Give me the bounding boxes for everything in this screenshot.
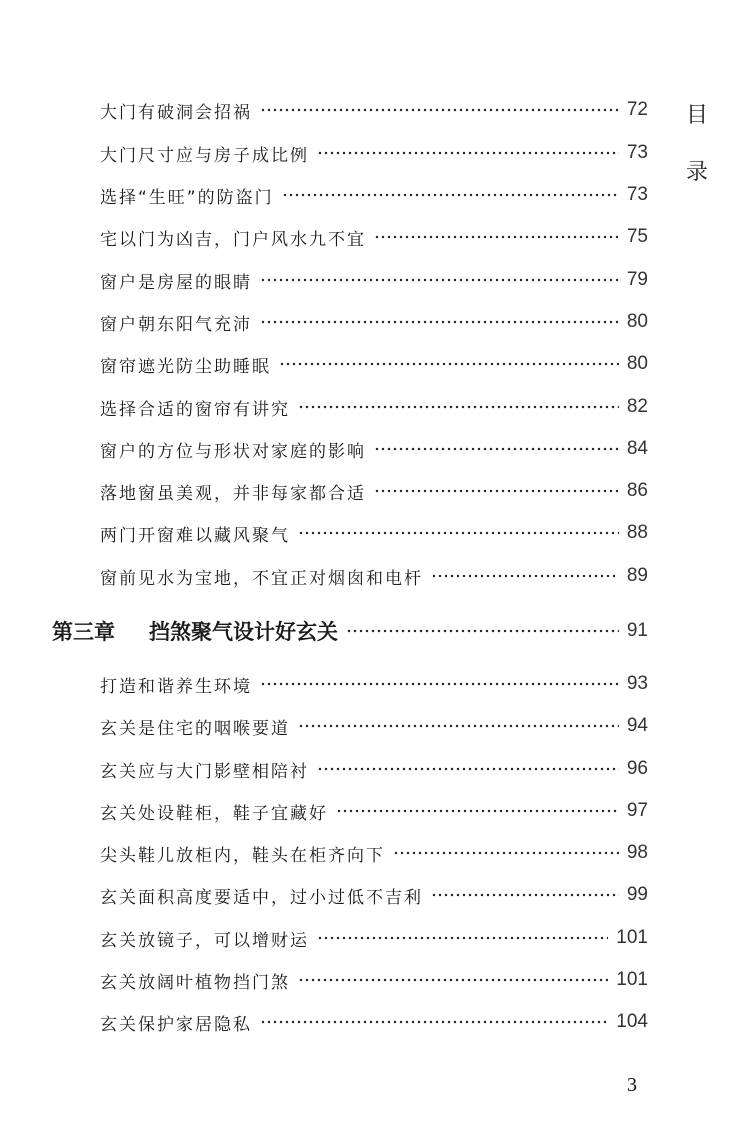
entry-page-number: 72	[626, 99, 648, 120]
entry-page-number: 101	[616, 969, 648, 990]
entry-page-number: 80	[626, 353, 648, 374]
toc-entry[interactable]	[100, 710, 648, 742]
dot-leader	[260, 317, 619, 327]
entry-title: 玄关保护家居隐私	[100, 1014, 252, 1035]
entry-title: 窗户朝东阳气充沛	[100, 314, 252, 335]
toc-entry[interactable]	[100, 964, 648, 996]
entry-title: 玄关面积高度要适中，过小过低不吉利	[100, 887, 423, 908]
entry-title: 落地窗虽美观，并非每家都合适	[100, 483, 366, 504]
toc-entry[interactable]	[100, 879, 648, 911]
entry-title: 窗帘遮光防尘助睡眠	[100, 356, 271, 377]
toc-entry[interactable]	[100, 795, 648, 827]
entry-page-number: 79	[626, 269, 648, 290]
dot-leader	[298, 721, 619, 731]
toc-entry[interactable]	[100, 1006, 648, 1038]
dot-leader	[317, 148, 619, 158]
dot-leader	[260, 105, 619, 115]
entry-page-number: 99	[626, 884, 648, 905]
entry-page-number: 94	[626, 715, 648, 736]
entry-title: 打造和谐养生环境	[100, 676, 252, 697]
dot-leader	[431, 571, 619, 581]
entry-title: 窗户的方位与形状对家庭的影响	[100, 441, 366, 462]
dot-leader	[374, 232, 619, 242]
entry-title: 窗户是房屋的眼睛	[100, 272, 252, 293]
dot-leader	[298, 528, 619, 538]
entry-title: 玄关是住宅的咽喉要道	[100, 718, 290, 739]
toc-entry[interactable]	[100, 517, 648, 549]
entry-page-number: 93	[626, 673, 648, 694]
entry-title: 大门尺寸应与房子成比例	[100, 145, 309, 166]
entry-title: 玄关处设鞋柜，鞋子宜藏好	[100, 803, 328, 824]
toc-entry[interactable]	[100, 668, 648, 700]
dot-leader	[374, 486, 619, 496]
dot-leader	[282, 190, 619, 200]
entry-title: 玄关应与大门影壁相陪衬	[100, 761, 309, 782]
entry-title: 玄关放镜子，可以增财运	[100, 930, 309, 951]
entry-page-number: 80	[626, 311, 648, 332]
entry-page-number: 73	[626, 142, 648, 163]
dot-leader	[317, 933, 608, 943]
entry-page-number: 89	[626, 565, 648, 586]
dot-leader	[260, 275, 619, 285]
toc-entry[interactable]	[100, 475, 648, 507]
entry-title: 尖头鞋儿放柜内，鞋头在柜齐向下	[100, 845, 385, 866]
toc-entry[interactable]	[100, 837, 648, 869]
entry-page-number: 101	[616, 927, 648, 948]
toc-entry[interactable]	[100, 94, 648, 126]
toc-entry[interactable]	[100, 179, 648, 211]
entry-title: 窗前见水为宝地，不宜正对烟囱和电杆	[100, 568, 423, 589]
toc-entry[interactable]	[100, 560, 648, 592]
dot-leader	[279, 359, 619, 369]
entry-page-number: 88	[626, 522, 648, 543]
entry-page-number: 82	[626, 396, 648, 417]
chapter-page-number: 91	[626, 620, 648, 641]
dot-leader	[346, 626, 619, 636]
toc-entry[interactable]	[100, 391, 648, 423]
dot-leader	[336, 806, 619, 816]
page-number: 3	[627, 1074, 637, 1096]
entry-title: 大门有破洞会招祸	[100, 102, 252, 123]
entry-title: 宅以门为凶吉，门户风水九不宜	[100, 229, 366, 250]
entry-page-number: 96	[626, 758, 648, 779]
entry-title: 玄关放阔叶植物挡门煞	[100, 972, 290, 993]
toc-entry[interactable]	[100, 137, 648, 169]
toc-entry[interactable]	[100, 221, 648, 253]
toc-entry[interactable]	[100, 306, 648, 338]
side-label-char-1: 目	[686, 103, 709, 128]
entry-page-number: 84	[626, 438, 648, 459]
entry-page-number: 98	[626, 842, 648, 863]
toc-entry[interactable]	[100, 433, 648, 465]
side-label-char-2: 录	[686, 160, 709, 185]
entry-page-number: 86	[626, 480, 648, 501]
entry-page-number: 104	[616, 1011, 648, 1032]
chapter-number: 第三章	[52, 620, 115, 644]
entry-title: 选择合适的窗帘有讲究	[100, 399, 290, 420]
toc-entry[interactable]	[100, 264, 648, 296]
toc-chapter-heading[interactable]	[52, 615, 648, 647]
toc-entry[interactable]	[100, 753, 648, 785]
dot-leader	[260, 1017, 608, 1027]
entry-page-number: 73	[626, 184, 648, 205]
toc-entry[interactable]	[100, 348, 648, 380]
dot-leader	[298, 975, 608, 985]
dot-leader	[393, 848, 619, 858]
entry-title: 选择“生旺”的防盗门	[100, 187, 274, 208]
dot-leader	[260, 679, 619, 689]
dot-leader	[298, 402, 619, 412]
dot-leader	[431, 890, 619, 900]
chapter-title: 挡煞聚气设计好玄关	[149, 620, 338, 644]
toc-entry[interactable]	[100, 922, 648, 954]
entry-page-number: 97	[626, 800, 648, 821]
dot-leader	[317, 764, 619, 774]
dot-leader	[374, 444, 619, 454]
entry-page-number: 75	[626, 226, 648, 247]
entry-title: 两门开窗难以藏风聚气	[100, 525, 290, 546]
